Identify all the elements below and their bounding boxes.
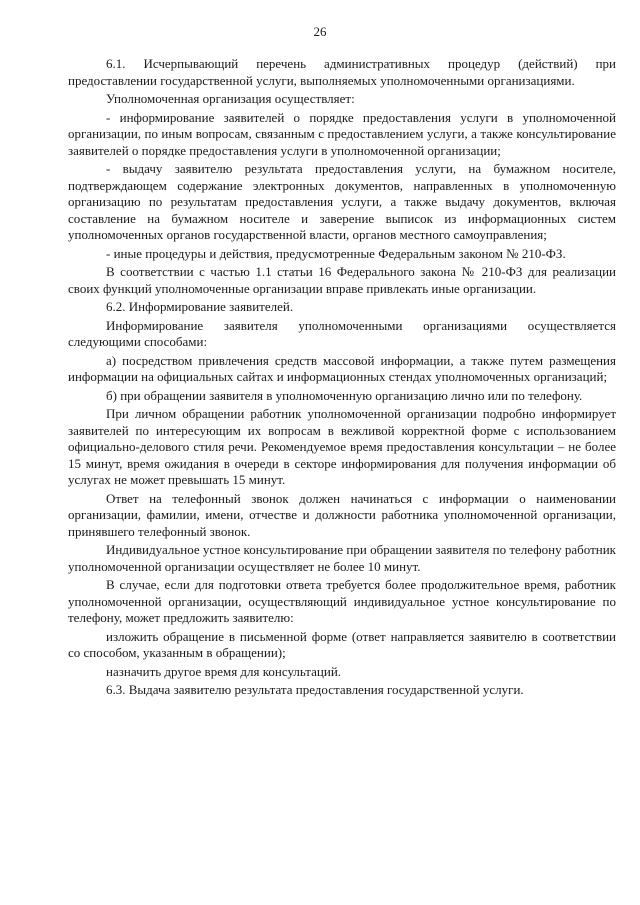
- section-heading-6-2: 6.2. Информирование заявителей.: [106, 299, 294, 314]
- paragraph: В соответствии с частью 1.1 статьи 16 Федерального закона № 210-ФЗ для реализации своих функций уполномоченные организации вправе привлекать иные организации.: [68, 264, 616, 296]
- paragraph: Ответ на телефонный звонок должен начинаться с информации о наименовании организации, фамилии, имени, отчестве и должности работника уполномоченной организации, принявшего телефонный звонок.: [68, 490, 616, 539]
- list-item: - иные процедуры и действия, предусмотренные Федеральным законом № 210-ФЗ.: [106, 245, 566, 261]
- paragraph: Информирование заявителя уполномоченными организациями осуществляется следующими способами:: [68, 317, 616, 349]
- page-number: 26: [313, 24, 327, 39]
- document-body: [68, 56, 616, 699]
- list-item: назначить другое время для консультаций.: [106, 663, 342, 679]
- list-item: изложить обращение в письменной форме (ответ направляется заявителю в соответствии со способом, указанным в обращении);: [68, 628, 616, 660]
- list-item: б) при обращении заявителя в уполномоченную организацию лично или по телефону.: [106, 387, 583, 403]
- section-heading-6-3: 6.3. Выдача заявителю результата предоставления государственной услуги.: [106, 682, 524, 697]
- section-heading-6-1: 6.1. Исчерпывающий перечень административных процедур (действий) при предоставлении государственной услуги, выполняемых уполномоченными организациями.: [68, 56, 616, 88]
- list-item: - выдачу заявителю результата предоставления услуги, на бумажном носителе, подтверждающем содержание электронных документов, направленных в уполномоченную организацию по результатам предоставления услуги, а также выдачу документов, включая составление на бумажном носителе и заверение выписок из информационных систем уполномоченных органов государственной власти, органов местного самоуправления;: [68, 161, 616, 242]
- paragraph: Уполномоченная организация осуществляет:: [106, 91, 355, 106]
- paragraph: При личном обращении работник уполномоченной организации подробно информирует заявителей по интересующим их вопросам в вежливой корректной форме с использованием официально-делового стиля речи. Рекомендуемое время предоставления консультации – не более 15 минут, время ожидания в очереди в секторе информирования для получения информации об услугах не может превышать 15 минут.: [68, 406, 616, 487]
- paragraph: Индивидуальное устное консультирование при обращении заявителя по телефону работник уполномоченной организации осуществляет не более 10 минут.: [68, 542, 616, 574]
- list-item: - информирование заявителей о порядке предоставления услуги в уполномоченной организации, по иным вопросам, связанным с предоставлением услуги, а также консультирование заявителей о порядке предоставления услуги в уполномоченной организации;: [68, 109, 616, 158]
- paragraph: В случае, если для подготовки ответа требуется более продолжительное время, работник уполномоченной организации, осуществляющий индивидуальное устное консультирование по телефону, может предложить заявителю:: [68, 577, 616, 625]
- list-item: а) посредством привлечения средств массовой информации, а также путем размещения информации на официальных сайтах и информационных стендах уполномоченных организаций;: [68, 352, 616, 384]
